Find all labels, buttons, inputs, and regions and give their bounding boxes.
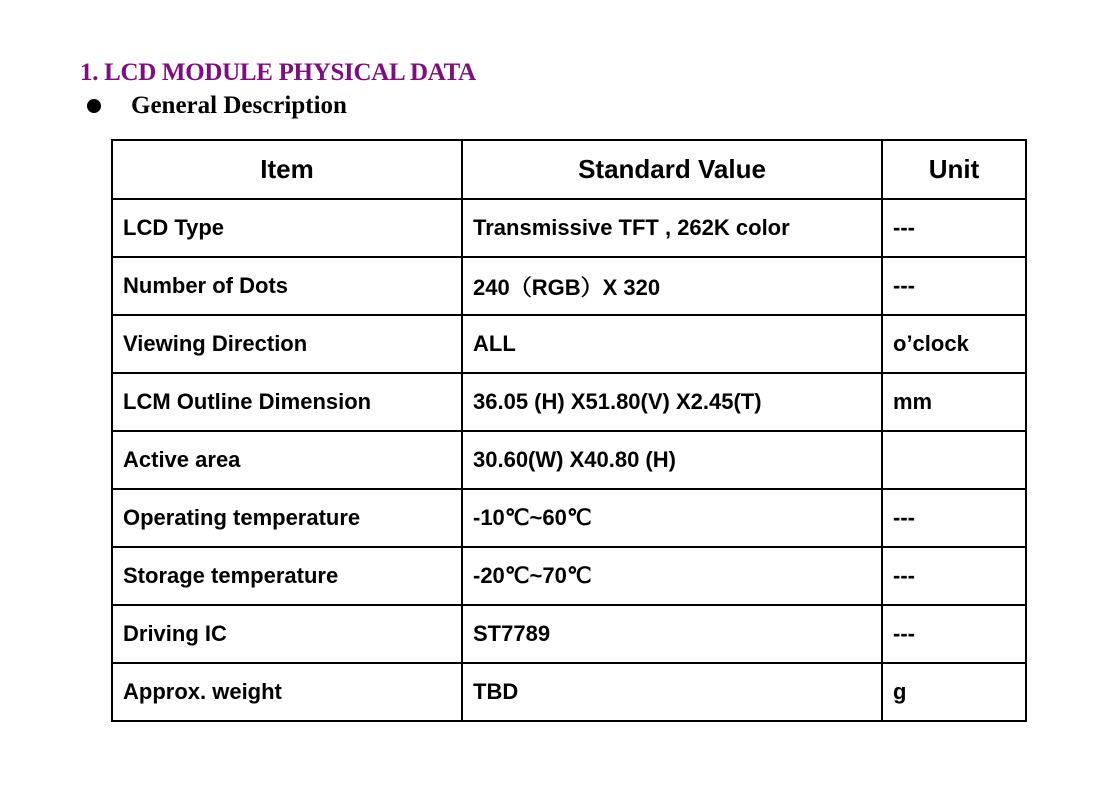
table-row — [112, 315, 1026, 373]
item-cell: Driving IC — [112, 605, 462, 663]
table-row — [112, 663, 1026, 721]
specification-table — [111, 139, 1027, 722]
unit-cell: --- — [882, 199, 1026, 257]
value-cell: -20℃~70℃ — [462, 547, 882, 605]
value-cell: 30.60(W) X40.80 (H) — [462, 431, 882, 489]
item-cell: Operating temperature — [112, 489, 462, 547]
value-cell: ST7789 — [462, 605, 882, 663]
table-header-row — [112, 140, 1026, 199]
table-row — [112, 605, 1026, 663]
column-header-unit: Unit — [882, 140, 1026, 199]
unit-cell: o’clock — [882, 315, 1026, 373]
unit-cell — [882, 431, 1026, 489]
column-header-standard-value: Standard Value — [462, 140, 882, 199]
table-row — [112, 431, 1026, 489]
unit-cell: --- — [882, 257, 1026, 315]
item-cell: LCD Type — [112, 199, 462, 257]
value-cell: TBD — [462, 663, 882, 721]
item-cell: Approx. weight — [112, 663, 462, 721]
table-row — [112, 547, 1026, 605]
unit-cell: g — [882, 663, 1026, 721]
item-cell: Viewing Direction — [112, 315, 462, 373]
subsection-heading — [87, 92, 347, 120]
value-cell: Transmissive TFT , 262K color — [462, 199, 882, 257]
table-row — [112, 199, 1026, 257]
table-row — [112, 373, 1026, 431]
table-row — [112, 257, 1026, 315]
item-cell: Storage temperature — [112, 547, 462, 605]
unit-cell: --- — [882, 489, 1026, 547]
item-cell: LCM Outline Dimension — [112, 373, 462, 431]
item-cell: Active area — [112, 431, 462, 489]
unit-cell: mm — [882, 373, 1026, 431]
bullet-icon — [87, 99, 101, 113]
column-header-item: Item — [112, 140, 462, 199]
value-cell: 36.05 (H) X51.80(V) X2.45(T) — [462, 373, 882, 431]
value-cell: 240（RGB）X 320 — [462, 257, 882, 315]
section-heading: 1. LCD MODULE PHYSICAL DATA — [80, 59, 476, 86]
table-row — [112, 489, 1026, 547]
subsection-heading-label: General Description — [131, 92, 347, 119]
unit-cell: --- — [882, 547, 1026, 605]
unit-cell: --- — [882, 605, 1026, 663]
value-cell: -10℃~60℃ — [462, 489, 882, 547]
item-cell: Number of Dots — [112, 257, 462, 315]
value-cell: ALL — [462, 315, 882, 373]
